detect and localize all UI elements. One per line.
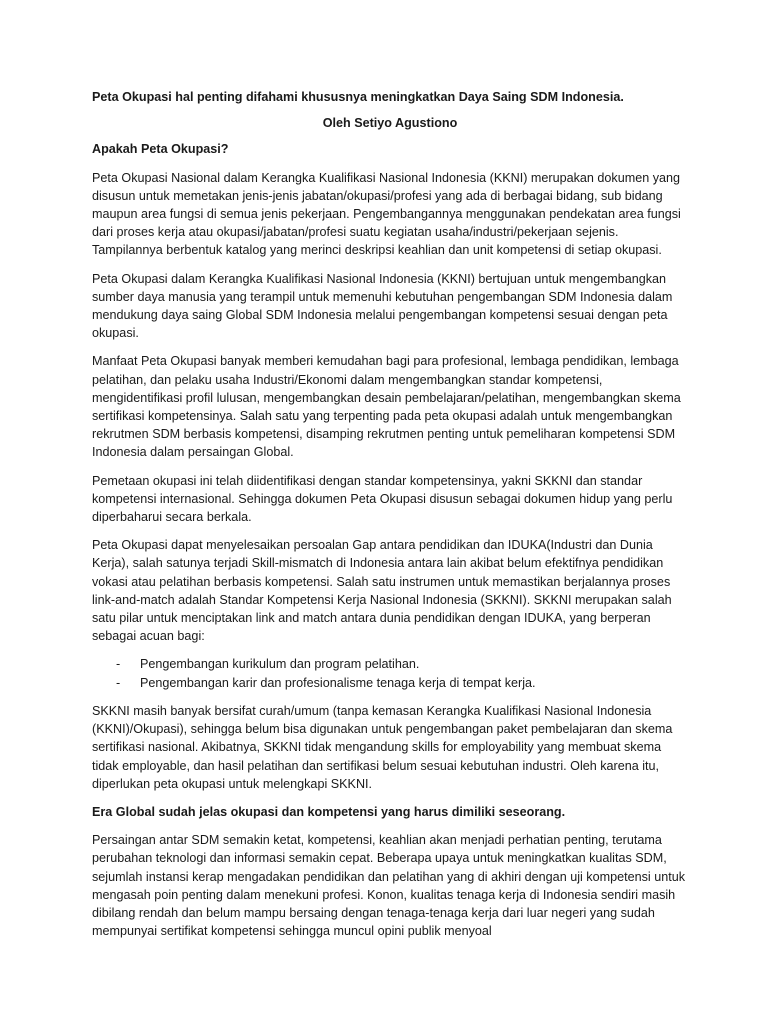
author-line: Oleh Setiyo Agustiono	[322, 116, 458, 131]
bullet-item	[92, 655, 688, 673]
paragraph-5: Peta Okupasi dapat menyelesaikan persoalan Gap antara pendidikan dan IDUKA(Industri dan Dunia Kerja), salah satunya terjadi Skill-mismatch di Indonesia antara lain akibat belum efektifnya pendidikan vokasi atau pelatihan berbasis kompetensi. Salah satu instrumen untuk memastikan berjalannya proses link-and-match adalah Standar Kompetensi Kerja Nasional Indonesia (SKKNI). SKKNI merupakan salah satu pilar untuk menciptakan link and match antara dunia pendidikan dengan IDUKA, yang berperan sebagai acuan bagi:	[92, 538, 672, 644]
bullet-text: Pengembangan kurikulum dan program pelatihan.	[140, 657, 420, 672]
bullet-item	[92, 674, 688, 692]
paragraph-7: Persaingan antar SDM semakin ketat, kompetensi, keahlian akan menjadi perhatian penting, terutama perubahan teknologi dan informasi semakin cepat. Beberapa upaya untuk meningkatkan kualitas SDM, sejumlah instansi kerap mengadakan pendidikan dan pelatihan yang di akhiri dengan uji kompetensi untuk mengasah poin penting dalam menekuni profesi. Konon, kualitas tenaga kerja di Indonesia sendiri masih dibilang rendah dan belum mampu bersaing dengan tenaga-tenaga kerja dari luar negeri yang sudah mempunyai sertifikat kompetensi sehingga muncul opini publik menyoal	[92, 833, 686, 939]
section-heading-apakah: Apakah Peta Okupasi?	[92, 142, 229, 157]
paragraph-2: Peta Okupasi dalam Kerangka Kualifikasi Nasional Indonesia (KKNI) bertujuan untuk mengembangkan sumber daya manusia yang terampil untuk memenuhi kebutuhan pengembangan SDM Indonesia dalam mendukung daya saing Global SDM Indonesia melalui pengembangan kompetensi sesuai dengan peta okupasi.	[92, 271, 673, 341]
section-heading-era-global: Era Global sudah jelas okupasi dan kompetensi yang harus dimiliki seseorang.	[92, 804, 566, 819]
bullet-text: Pengembangan karir dan profesionalisme tenaga kerja di tempat kerja.	[140, 675, 536, 690]
bullet-dash: -	[116, 657, 121, 672]
document-page	[92, 88, 688, 950]
bullet-list	[92, 655, 688, 691]
document-title: Peta Okupasi hal penting difahami khususnya meningkatkan Daya Saing SDM Indonesia.	[92, 90, 624, 104]
paragraph-1: Peta Okupasi Nasional dalam Kerangka Kualifikasi Nasional Indonesia (KKNI) merupakan dokumen yang disusun untuk memetakan jenis-jenis jabatan/okupasi/profesi yang ada di berbagai bidang, sub bidang maupun area fungsi di semua jenis pekerjaan. Pengembangannya menggunakan pendekatan area fungsi dari proses kerja atau okupasi/jabatan/profesi suatu kegiatan usaha/industri/pekerjaan sejenis. Tampilannya berbentuk katalog yang merinci deskripsi keahlian dan unit kompetensi di setiap okupasi.	[92, 170, 681, 258]
paragraph-3: Manfaat Peta Okupasi banyak memberi kemudahan bagi para profesional, lembaga pendidikan, lembaga pelatihan, dan pelaku usaha Industri/Ekonomi dalam mengembangkan standar kompetensi, mengidentifikasi profil lulusan, mengembangkan desain pembelajaran/pelatihan, mengembangkan skema sertifikasi kompetensinya. Salah satu yang terpenting pada peta okupasi adalah untuk mengembangkan rekrutmen SDM berbasis kompetensi, disamping rekrutmen penting untuk pemeliharan kompetensi SDM Indonesia dalam persaingan Global.	[92, 354, 681, 460]
paragraph-4: Pemetaan okupasi ini telah diidentifikasi dengan standar kompetensinya, yakni SKKNI dan standar kompetensi internasional. Sehingga dokumen Peta Okupasi disusun sebagai dokumen hidup yang perlu diperbaharui secara berkala.	[92, 473, 673, 525]
paragraph-6: SKKNI masih banyak bersifat curah/umum (tanpa kemasan Kerangka Kualifikasi Nasional Indonesia (KKNI)/Okupasi), sehingga belum bisa digunakan untuk pengembangan paket pembelajaran dan skema sertifikasi nasional. Akibatnya, SKKNI tidak mengandung skills for employability yang membuat skema tidak employable, dan hasil pelatihan dan sertifikasi belum sesuai kebutuhan industri. Oleh karena itu, diperlukan peta okupasi untuk melengkapi SKKNI.	[92, 703, 673, 791]
bullet-dash: -	[116, 675, 121, 690]
